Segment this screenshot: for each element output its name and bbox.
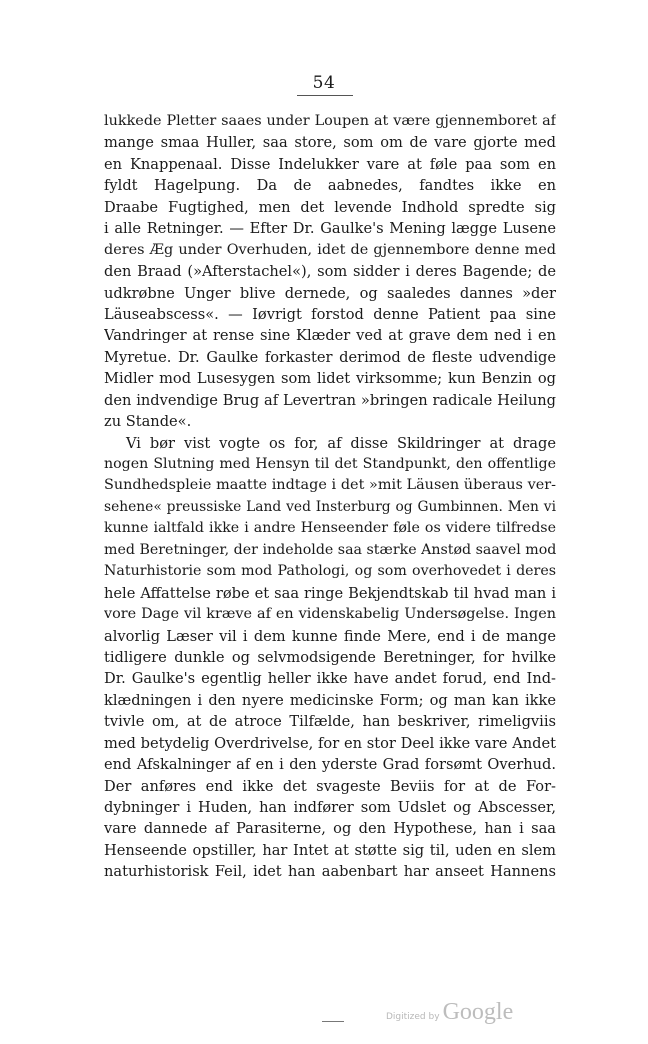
- text-line: udkrøbne Unger blive dernede, og saaledes dannes »der: [104, 284, 556, 302]
- text-line: hele Affattelse røbe et saa ringe Bekjendtskab til hvad man i: [104, 584, 556, 602]
- text-line: naturhistorisk Feil, idet han aabenbart har anseet Hannens: [104, 863, 556, 881]
- text-line: lukkede Pletter saaes under Loupen at være gjennemboret af: [104, 113, 556, 129]
- text-line: sehene« preussiske Land ved Insterburg og Gumbinnen. Men vi: [104, 498, 556, 515]
- digitized-watermark: [386, 999, 513, 1029]
- text-line: Der anføres end ikke det svageste Beviis for at de For-: [104, 777, 556, 795]
- text-line: Naturhistorie som mod Pathologi, og som overhovedet i deres: [104, 563, 556, 580]
- text-line: med Beretninger, der indeholde saa stærke Anstød saavel mod: [104, 541, 556, 558]
- text-line: dybninger i Huden, han indfører som Udslet og Abscesser,: [104, 799, 556, 816]
- text-line: den indvendige Brug af Levertran »bringen radicale Heilung: [104, 391, 556, 409]
- text-line: mange smaa Huller, saa store, som om de vare gjorte med: [104, 134, 556, 152]
- text-line: deres Æg under Overhuden, idet de gjennembore denne med: [104, 241, 556, 258]
- text-line: Dr. Gaulke's egentlig heller ikke have andet forud, end Ind-: [104, 670, 556, 688]
- text-line: Midler mod Lusesygen som lidet virksomme; kun Benzin og: [104, 370, 556, 388]
- text-line: med betydelig Overdrivelse, for en stor Deel ikke vare Andet: [104, 734, 556, 752]
- text-line: zu Stande«.: [104, 413, 192, 431]
- text-line: Vi bør vist vogte os for, af disse Skildringer at drage: [126, 434, 556, 452]
- footer-rule: [322, 1021, 344, 1022]
- text-line: tidligere dunkle og selvmodsigende Beretninger, for hvilke: [104, 648, 556, 666]
- body-text: [104, 111, 556, 883]
- text-line: en Knappenaal. Disse Indelukker vare at føle paa som en: [104, 155, 556, 173]
- text-line: alvorlig Læser vil i dem kunne finde Mere, end i de mange: [104, 627, 556, 645]
- page-number: 54: [312, 73, 336, 93]
- text-line: klædningen i den nyere medicinske Form; og man kan ikke: [104, 691, 556, 709]
- text-line: tvivle om, at de atroce Tilfælde, han beskriver, rimeligviis: [104, 713, 556, 731]
- watermark-prefix: Digitized by: [386, 1012, 440, 1022]
- google-logo: Google: [442, 999, 514, 1025]
- text-line: Henseende opstiller, har Intet at støtte sig til, uden en slem: [104, 841, 556, 859]
- page-number-rule: [297, 95, 353, 96]
- text-line: Draabe Fugtighed, men det levende Indhold spredte sig: [104, 198, 556, 216]
- text-line: end Afskalninger af en i den yderste Grad forsømt Overhud.: [104, 756, 556, 774]
- text-line: Sundhedspleie maatte indtage i det »mit Läusen überaus ver-: [104, 477, 556, 494]
- text-line: nogen Slutning med Hensyn til det Standpunkt, den offentlige: [104, 456, 556, 472]
- text-line: i alle Retninger. — Efter Dr. Gaulke's Mening lægge Lusene: [104, 220, 556, 238]
- text-line: kunne ialtfald ikke i andre Henseender føle os videre tilfredse: [104, 520, 556, 537]
- text-line: vare dannede af Parasiterne, og den Hypothese, han i saa: [104, 820, 556, 838]
- text-line: fyldt Hagelpung. Da de aabnedes, fandtes ikke en: [104, 177, 556, 195]
- text-line: den Braad (»Afterstachel«), som sidder i deres Bagende; de: [104, 263, 556, 281]
- text-line: Myretue. Dr. Gaulke forkaster derimod de fleste udvendige: [104, 348, 556, 366]
- text-line: Vandringer at rense sine Klæder ved at grave dem ned i en: [104, 327, 556, 345]
- text-line: vore Dage vil kræve af en videnskabelig Undersøgelse. Ingen: [104, 606, 556, 623]
- text-line: Läuseabscess«. — Iøvrigt forstod denne Patient paa sine: [104, 305, 556, 323]
